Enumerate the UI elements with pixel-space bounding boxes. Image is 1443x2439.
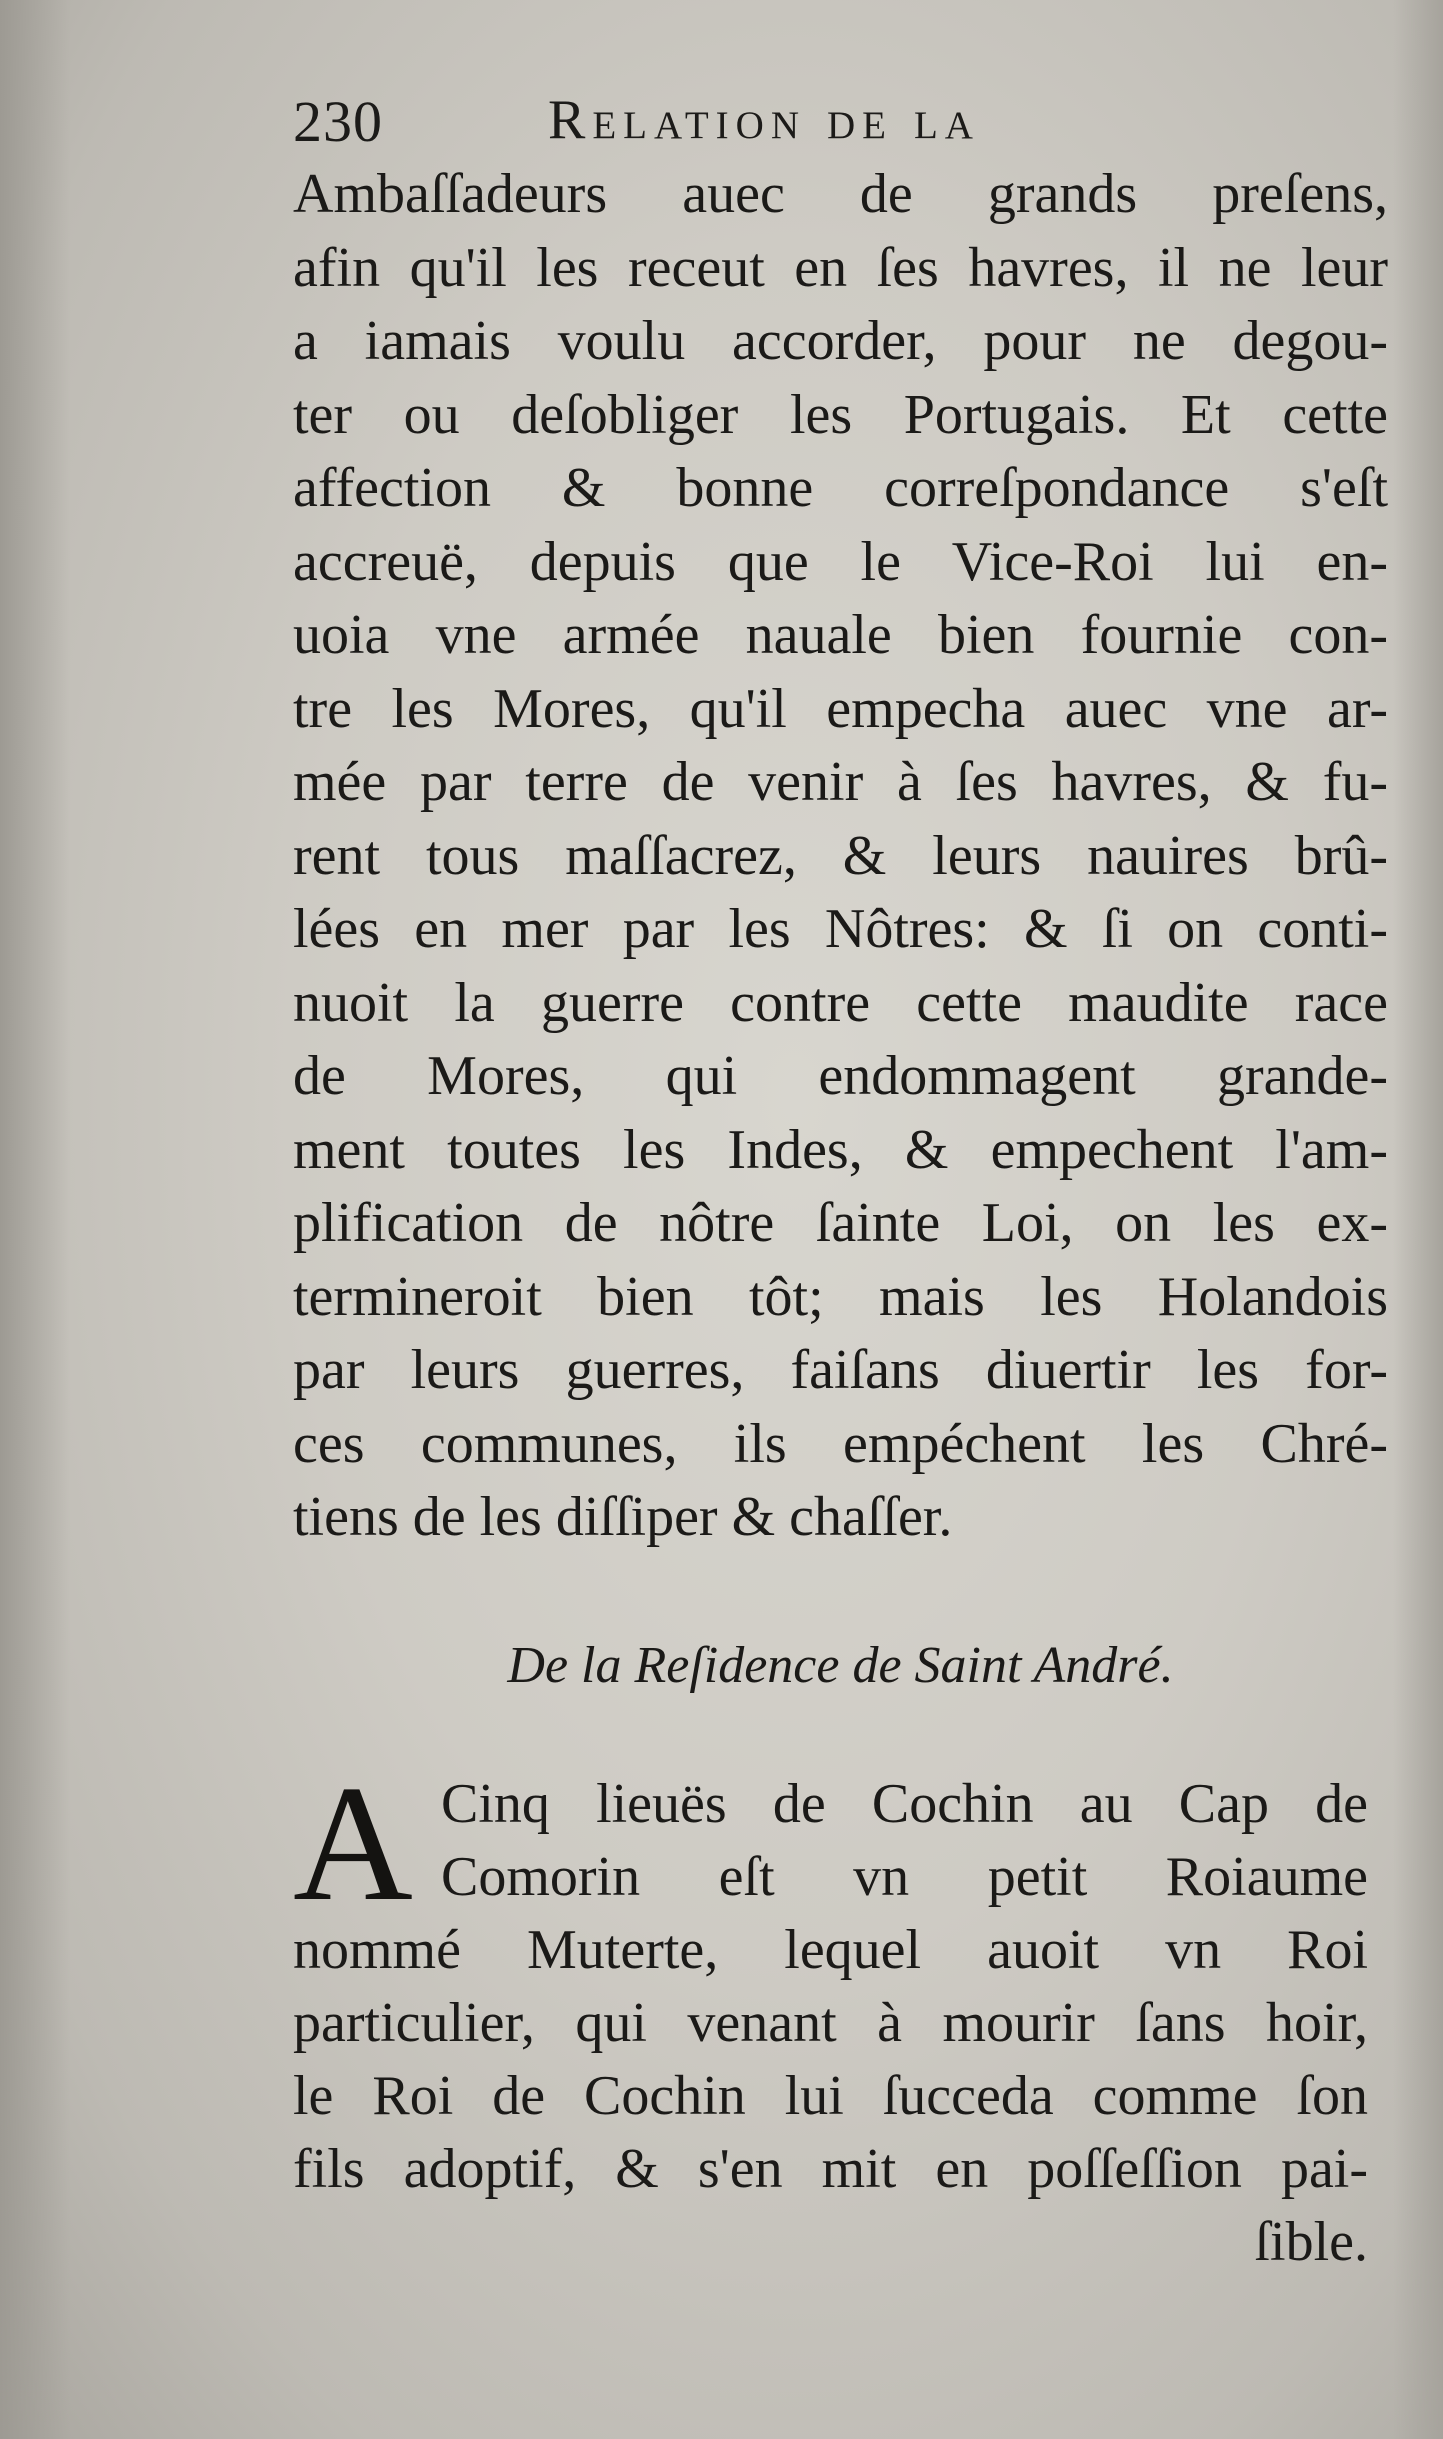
section-text	[293, 1751, 1368, 2279]
body-line: Ambaſſadeurs auec de grands preſens,	[293, 163, 1388, 225]
body-line: afin qu'il les receut en ſes havres, il ne leur	[293, 236, 1388, 299]
body-line: a iamais voulu accorder, pour ne degou-	[293, 310, 1388, 372]
body-line: uoia vne armée nauale bien fournie con-	[293, 604, 1388, 666]
section-heading: De la Reſidence de Saint André.	[507, 1637, 1174, 1694]
body-line: plification de nôtre ſainte Loi, on les ex-	[293, 1192, 1388, 1254]
gutter-shadow	[0, 0, 70, 2439]
section-line: Cinq lieuës de Cochin au Cap de	[441, 1773, 1368, 1835]
section-line: nommé Muterte, lequel auoit vn Roi	[293, 1919, 1368, 1981]
body-line: tre les Mores, qu'il empecha auec vne ar-	[293, 677, 1388, 740]
body-line: accreuë, depuis que le Vice-Roi lui en-	[293, 530, 1388, 593]
running-title: Relation de la	[548, 89, 980, 151]
body-line: tiens de les diſſiper & chaſſer.	[293, 1486, 953, 1548]
section-line: particulier, qui venant à mourir ſans hoir,	[293, 1992, 1368, 2054]
body-line: lées en mer par les Nôtres: & ſi on conti-	[293, 898, 1388, 960]
section-line: fils adoptif, & s'en mit en poſſeſſion pai-	[293, 2138, 1368, 2200]
section-line: ſible.	[1254, 2211, 1368, 2273]
body-line: termineroit bien tôt; mais les Holandois	[293, 1265, 1388, 1328]
drop-cap: A	[293, 1751, 413, 1935]
body-line: par leurs guerres, faiſans diuertir les for-	[293, 1339, 1388, 1401]
body-line: ment toutes les Indes, & empechent l'am-	[293, 1118, 1388, 1181]
body-line: ter ou deſobliger les Portugais. Et cette	[293, 383, 1388, 446]
body-line: rent tous maſſacrez, & leurs nauires brû-	[293, 824, 1388, 887]
section-line: Comorin eſt vn petit Roiaume	[441, 1846, 1368, 1908]
body-line: ces communes, ils empéchent les Chré-	[293, 1412, 1388, 1475]
body-line: nuoit la guerre contre cette maudite race	[293, 971, 1388, 1034]
body-line: de Mores, qui endommagent grande-	[293, 1045, 1388, 1107]
section-line: le Roi de Cochin lui ſucceda comme ſon	[293, 2065, 1368, 2127]
edge-shadow	[1393, 0, 1443, 2439]
body-line: affection & bonne correſpondance s'eſt	[293, 457, 1388, 519]
page-number: 230	[293, 89, 383, 154]
body-line: mée par terre de venir à ſes havres, & fu-	[293, 751, 1388, 813]
body-text	[293, 158, 1388, 1555]
